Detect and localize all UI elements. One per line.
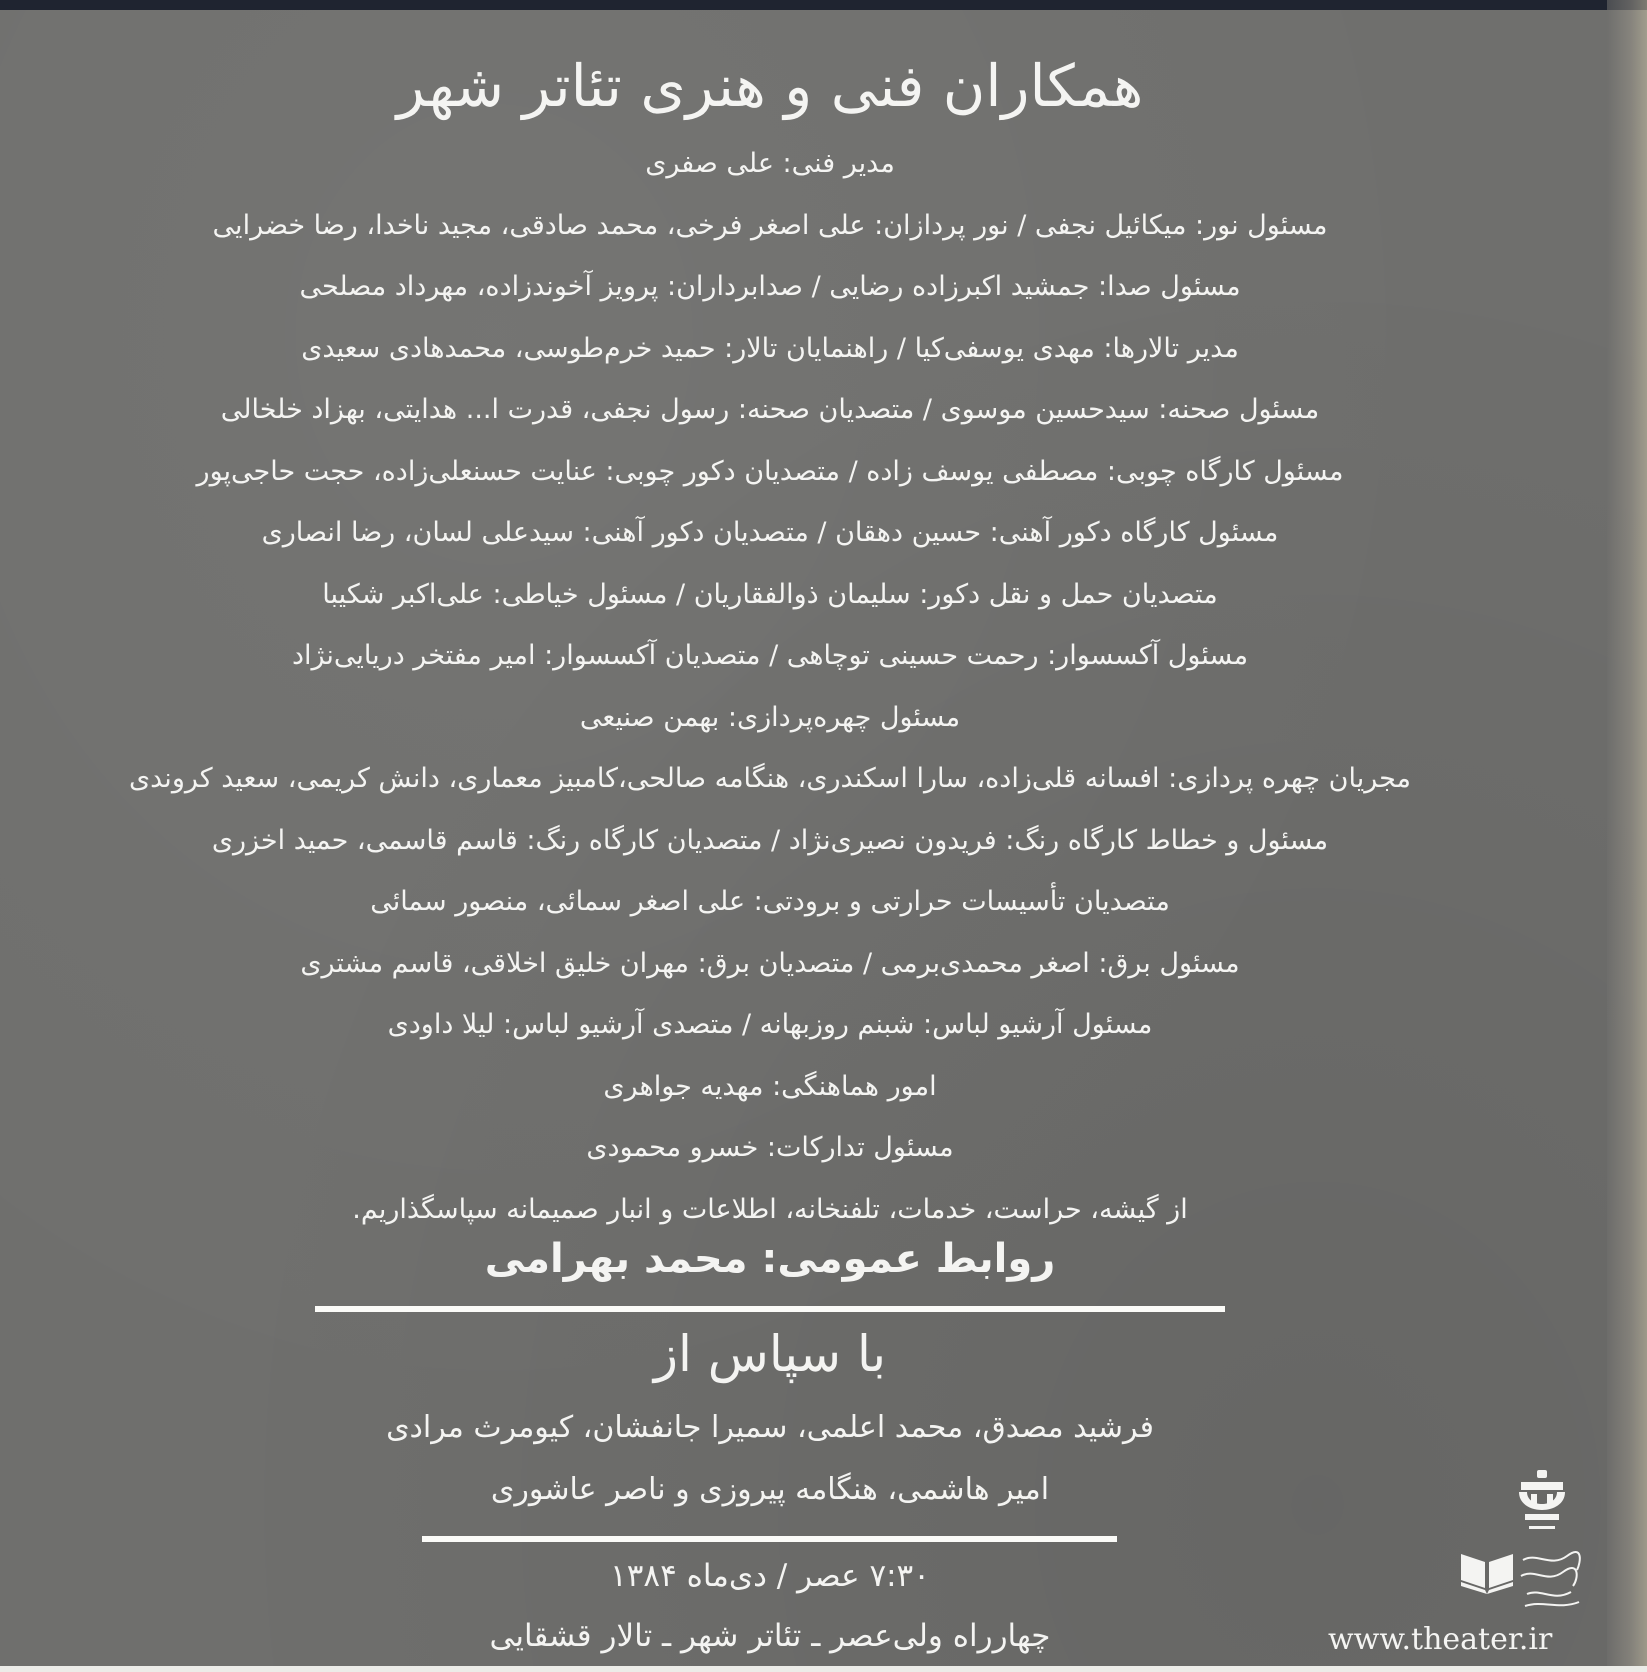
credit-line: مسئول و خطاط کارگاه رنگ: فریدون نصیری‌نژاد / متصدیان کارگاه رنگ: قاسم قاسمی، حمید اخزری [211,824,1329,856]
credit-line: مدیر فنی: علی صفری [645,148,895,179]
thanks-names: امیر هاشمی، هنگامه پیروزی و ناصر عاشوری [490,1472,1050,1507]
dramatic-arts-center-logo-icon [1455,1548,1585,1618]
website-link[interactable]: www.theater.ir [1328,1622,1553,1657]
credit-line: مسئول تدارکات: خسرو محمودی [586,1132,954,1163]
credit-line: امور هماهنگی: مهدیه جواهری [603,1070,937,1102]
show-datetime: ۷:۳۰ عصر / دی‌ماه ۱۳۸۴ [610,1558,930,1594]
credit-line: از گیشه، حراست، خدمات، تلفنخانه، اطلاعات و انبار صمیمانه سپاسگذاریم. [352,1193,1188,1225]
credit-line: متصدیان حمل و نقل دکور: سلیمان ذوالفقاریان / مسئول خیاطی: علی‌اکبر شکیبا [322,578,1218,610]
page-title: همکاران فنی و هنری تئاتر شهر [396,52,1144,120]
credit-line: مسئول صدا: جمشید اکبرزاده رضایی / صدابرداران: پرویز آخوندزاده، مهرداد مصلحی [299,271,1241,302]
bottom-edge [0,1666,1647,1672]
public-relations: روابط عمومی: محمد بهرامی [484,1236,1056,1282]
credit-line: مسئول کارگاه دکور آهنی: حسین دهقان / متصدیان دکور آهنی: سیدعلی لسان، رضا انصاری [261,517,1279,548]
credit-line: مسئول صحنه: سیدحسین موسوی / متصدیان صحنه: رسول نجفی، قدرت ا... هدایتی، بهزاد خلخالی [220,394,1320,425]
credit-line: مسئول کارگاه چوبی: مصطفی یوسف زاده / متصدیان دکور چوبی: عنایت حسنعلی‌زاده، حجت حاجی‌پور [196,455,1344,487]
divider [422,1536,1117,1542]
credit-line: مسئول آکسسوار: رحمت حسینی توچاهی / متصدیان آکسسوار: امیر مفتخر دریایی‌نژاد [291,640,1249,671]
credit-line: متصدیان تأسیسات حرارتی و برودتی: علی اصغر سمائی، منصور سمائی [370,886,1170,917]
thanks-heading: با سپاس از [653,1325,887,1383]
divider [315,1306,1225,1312]
credits-list [0,142,1540,1249]
thanks-names: فرشید مصدق، محمد اعلمی، سمیرا جانفشان، کیومرث مرادی [386,1410,1154,1445]
credit-line: مسئول چهره‌پردازی: بهمن صنیعی [579,701,961,733]
credit-line: مدیر تالارها: مهدی یوسفی‌کیا / راهنمایان تالار: حمید خرم‌طوسی، محمدهادی سعیدی [301,332,1239,364]
credit-line: مجریان چهره پردازی: افسانه قلی‌زاده، سارا اسکندری، هنگامه صالحی،کامبیز معماری، دانش کریمی، سعید کروندی [129,763,1411,794]
top-edge [0,0,1647,10]
credit-line: مسئول آرشیو لباس: شبنم روزبهانه / متصدی آرشیو لباس: لیلا داودی [387,1009,1153,1040]
theater-logo-icon [1513,1468,1571,1536]
right-edge [1607,0,1647,1672]
show-venue: چهارراه ولی‌عصر ـ تئاتر شهر ـ تالار قشقایی [489,1618,1051,1654]
credit-line: مسئول برق: اصغر محمدی‌برمی / متصدیان برق: مهران خلیق اخلاقی، قاسم مشتری [300,947,1240,979]
credit-line: مسئول نور: میکائیل نجفی / نور پردازان: علی اصغر فرخی، محمد صادقی، مجید ناخدا، رضا خضرایی [212,209,1328,241]
